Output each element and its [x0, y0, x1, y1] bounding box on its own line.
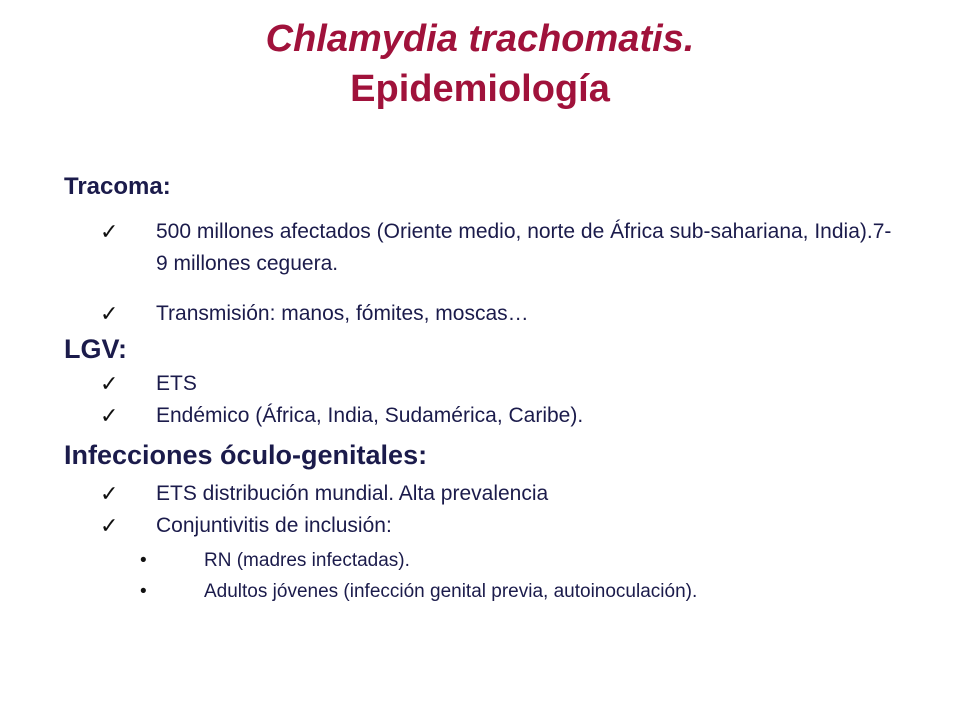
list-item — [100, 298, 900, 330]
list-item — [100, 478, 900, 510]
list-item — [100, 510, 900, 542]
list-item-text: ETS — [156, 372, 197, 395]
checkmark-icon: ✓ — [100, 403, 119, 428]
title-line-2: Epidemiología — [350, 68, 610, 110]
list-item-text: Transmisión: manos, fómites, moscas… — [156, 302, 529, 325]
list-item-text: Endémico (África, India, Sudamérica, Caribe). — [156, 404, 584, 427]
title-line-1: Chlamydia trachomatis. — [265, 18, 695, 60]
list-item-text: ETS distribución mundial. Alta prevalencia — [156, 482, 549, 505]
list-item — [100, 368, 900, 400]
sub-list-item — [140, 578, 940, 606]
section-heading-infecciones: Infecciones óculo-genitales: — [64, 440, 428, 470]
checkmark-icon: ✓ — [100, 371, 119, 396]
section-heading-tracoma: Tracoma: — [64, 173, 171, 200]
list-item — [100, 216, 900, 280]
list-item-text: 500 millones afectados (Oriente medio, norte de África sub-sahariana, India).7-9 millones ceguera. — [156, 220, 892, 275]
checkmark-icon: ✓ — [100, 513, 119, 538]
sub-list-item — [140, 547, 940, 575]
sub-list-item-text: Adultos jóvenes (infección genital previa, autoinoculación). — [204, 581, 698, 602]
sub-list-item-text: RN (madres infectadas). — [204, 550, 410, 571]
bullet-icon: • — [140, 581, 147, 602]
slide-title — [0, 14, 960, 114]
list-item-text: Conjuntivitis de inclusión: — [156, 514, 392, 537]
list-item — [100, 400, 900, 432]
bullet-icon: • — [140, 550, 147, 571]
checkmark-icon: ✓ — [100, 301, 119, 326]
checkmark-icon: ✓ — [100, 481, 119, 506]
checkmark-icon: ✓ — [100, 219, 119, 244]
section-heading-lgv: LGV: — [64, 334, 128, 364]
